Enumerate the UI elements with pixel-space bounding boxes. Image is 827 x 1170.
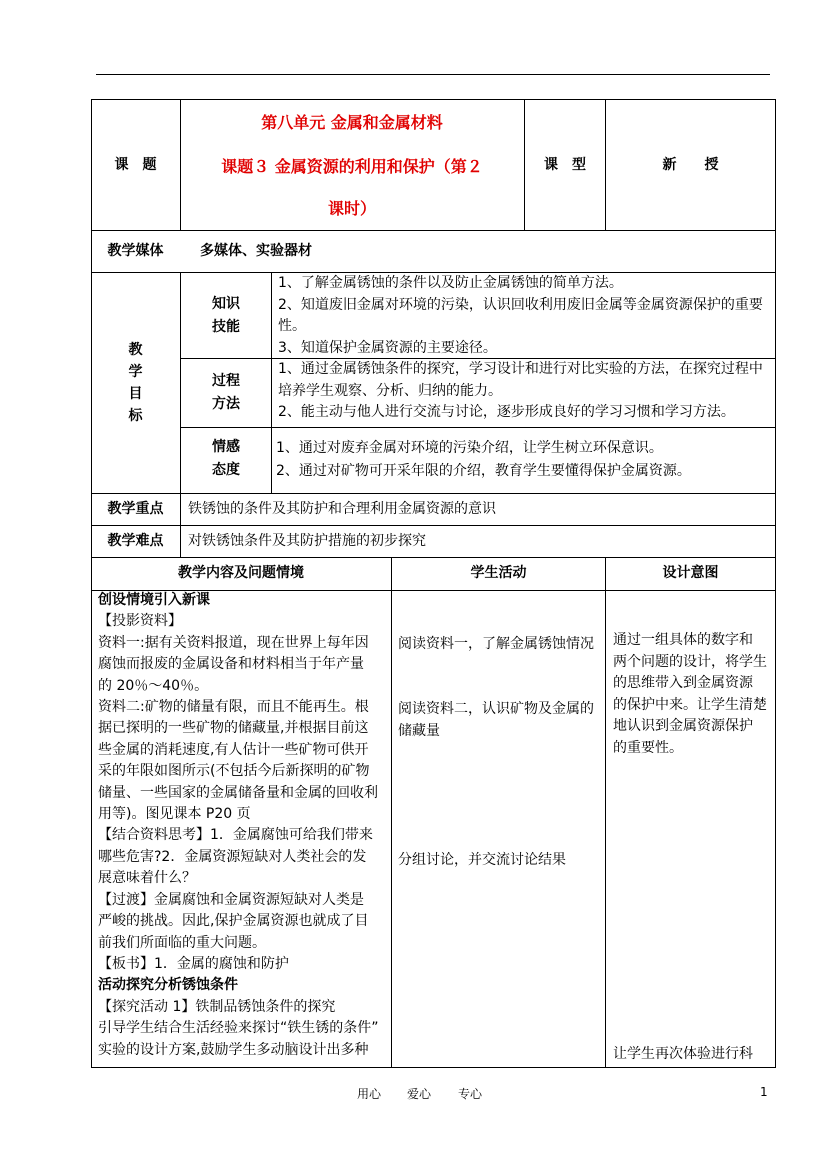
content-column [98,590,390,1061]
process-item: 1、通过金属锈蚀条件的探究，学习设计和进行对比实验的方法，在探究过程中培养学生观察、分析、归纳的能力。 [278,361,763,399]
content-line: 腐蚀而报废的金属设备和材料相当于年产量 [98,656,364,673]
col-intent-header: 设计意图 [662,565,719,581]
content-line: 些金属的消耗速度,有人估计一些矿物可供开 [98,741,369,758]
emotion-list [276,437,770,483]
footer-text-1: 用心 [357,1087,382,1101]
content-line: 前我们所面临的重大问题。 [98,934,266,951]
intent-text [613,630,775,760]
col-content-header: 教学内容及问题情境 [178,565,304,581]
footer-text-2: 爱心 [407,1087,432,1101]
difficulty-value: 对铁锈蚀条件及其防护措施的初步探究 [188,533,426,549]
content-line: 实验的设计方案,鼓励学生多动脑设计出多种 [98,1041,369,1058]
intent-line: 通过一组具体的数字和 [613,632,753,648]
type-value: 新 授 [662,157,719,173]
header-rule [96,74,770,75]
section-heading: 创设情境引入新课 [98,592,210,608]
activity-item: 储藏量 [398,723,440,739]
process-label: 过程 方法 [212,373,240,412]
process-item: 2、能主动与他人进行交流与讨论，逐步形成良好的学习习惯和学习方法。 [278,404,735,420]
unit-title: 第八单元 金属和金属材料 [261,113,443,132]
process-list [278,359,772,424]
content-line: 采的年限如图所示(不包括今后新探明的矿物 [98,763,370,780]
content-line: 据已探明的一些矿物的储藏量,并根据目前这 [98,720,369,737]
content-line: 【过渡】金属腐蚀和金属资源短缺对人类是 [98,891,364,908]
objectives-label: 教 学 目 标 [128,342,143,424]
content-line: 资料二:矿物的储量有限，而且不能再生。根 [98,699,369,716]
knowledge-list [278,273,772,359]
media-label: 教学媒体 [107,243,164,259]
page-number: 1 [760,1085,768,1099]
footer-text-3: 专心 [458,1087,483,1101]
topic-label: 课 题 [114,157,157,173]
section-heading: 活动探究分析锈蚀条件 [98,977,238,994]
key-point-value: 铁锈蚀的条件及其防护和合理利用金属资源的意识 [188,501,496,517]
content-line: 用等)。图见课本 P20 页 [98,806,251,823]
content-line: 【投影资料】 [98,613,182,630]
content-line: 哪些危害?2．金属资源短缺对人类社会的发 [98,848,367,865]
intent-line: 的保护中来。让学生清楚 [613,696,767,713]
emotion-label: 情感 态度 [212,439,240,478]
content-line: 引导学生结合生活经验来探讨“铁生锈的条件” [98,1020,379,1037]
key-point-label: 教学重点 [107,501,164,517]
lesson-title: 课题３ 金属资源的利用和保护（第２ [221,157,483,176]
activity-item: 阅读资料一，了解金属锈蚀情况 [398,636,594,652]
knowledge-item: 3、知道保护金属资源的主要途径。 [278,339,497,356]
content-line: 的 20％～40％。 [98,677,209,694]
intent-line: 两个问题的设计，将学生 [613,653,767,670]
intent-line: 地认识到金属资源保护 [613,718,753,735]
knowledge-item: 2、知道废旧金属对环境的污染，认识回收利用废旧金属等金属资源保护的重要性。 [278,296,763,334]
content-line: 资料一:据有关资料报道，现在世界上每年因 [98,634,369,651]
media-value: 多媒体、实验器材 [200,243,312,259]
knowledge-label: 知识 技能 [212,296,240,335]
intent-line: 的重要性。 [613,739,683,756]
emotion-item: 1、通过对废弃金属对环境的污染介绍，让学生树立环保意识。 [276,440,663,456]
activity-item: 分组讨论，并交流讨论结果 [398,852,566,868]
knowledge-item: 1、了解金属锈蚀的条件以及防止金属锈蚀的简单方法。 [278,275,623,291]
intent-line: 的思维带入到金属资源 [613,675,753,692]
col-activity-header: 学生活动 [470,565,527,581]
type-label: 课 型 [544,157,586,173]
content-line: 严峻的挑战。因此,保护金属资源也就成了目 [98,913,369,930]
content-line: 【结合资料思考】1．金属腐蚀可给我们带来 [98,827,373,844]
intent-text-next: 让学生再次体验进行科 [613,1046,753,1062]
content-line: 【探究活动 1】铁制品锈蚀条件的探究 [98,998,336,1015]
lesson-title-cont: 课时） [327,199,376,218]
content-line: 展意味着什么？ [98,870,196,887]
content-line: 储量、一些国家的金属储备量和金属的回收利 [98,784,378,801]
emotion-item: 2、通过对矿物可开采年限的介绍，教育学生要懂得保护金属资源。 [276,463,691,479]
difficulty-label: 教学难点 [107,533,164,549]
content-line: 【板书】1．金属的腐蚀和防护 [98,955,289,972]
activity-item: 阅读资料二，认识矿物及金属的 [398,701,594,717]
